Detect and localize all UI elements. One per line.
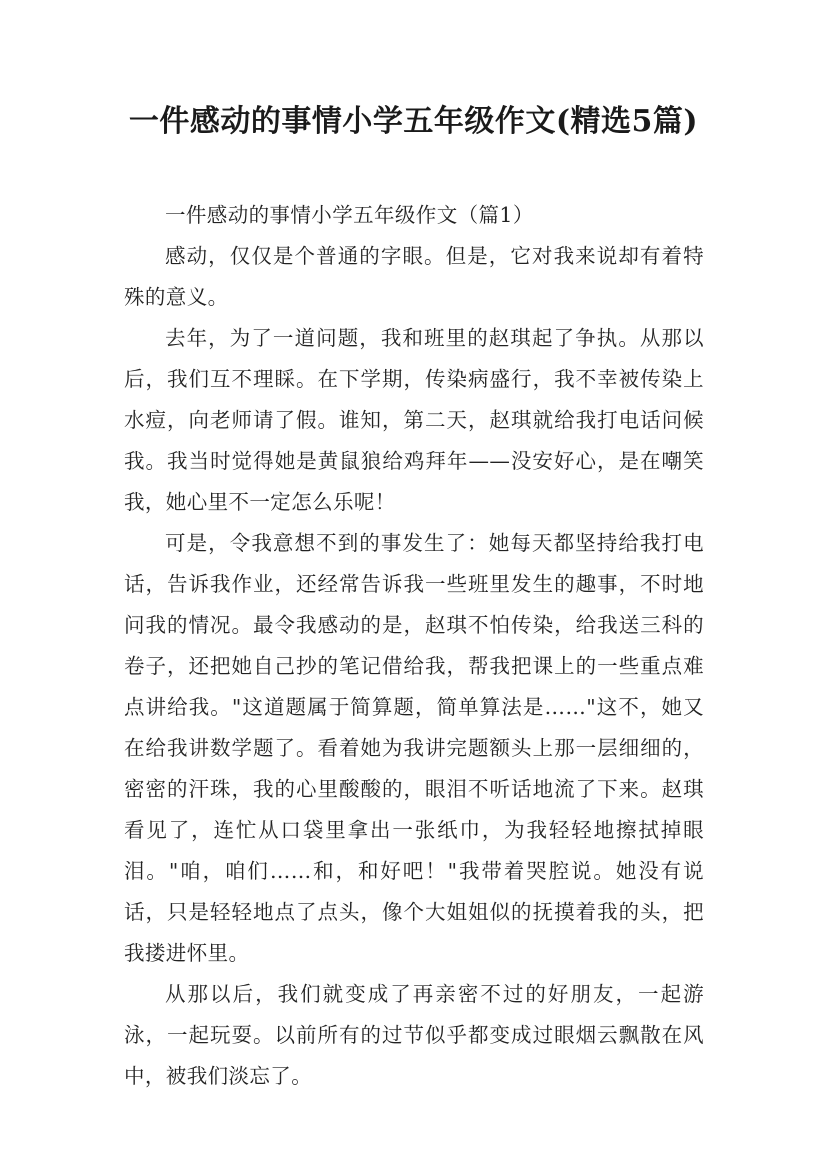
paragraph: 感动，仅仅是个普通的字眼。但是，它对我来说却有着特殊的意义。 xyxy=(124,244,704,309)
paragraph: 可是，令我意想不到的事发生了：她每天都坚持给我打电话，告诉我作业，还经常告诉我一些班里发生的趣事，不时地问我的情况。最令我感动的是，赵琪不怕传染，给我送三科的卷子，还把她自己抄的笔记借给我，帮我把课上的一些重点难点讲给我。"这道题属于简算题，简单算法是……"这不，她又在给我讲数学题了。看着她为我讲完题额头上那一层细细的，密密的汗珠，我的心里酸酸的，眼泪不听话地流了下来。赵琪看见了，连忙从口袋里拿出一张纸巾，为我轻轻地擦拭掉眼泪。"咱，咱们……和，和好吧！"我带着哭腔说。她没有说话，只是轻轻地点了点头，像个大姐姐似的抚摸着我的头，把我搂进怀里。 xyxy=(124,531,704,965)
paragraph: 去年，为了一道问题，我和班里的赵琪起了争执。从那以后，我们互不理睬。在下学期，传染病盛行，我不幸被传染上水痘，向老师请了假。谁知，第二天，赵琪就给我打电话问候我。我当时觉得她是黄鼠狼给鸡拜年——没安好心，是在嘲笑我，她心里不一定怎么乐呢！ xyxy=(124,326,704,514)
document-body xyxy=(124,195,704,1097)
paragraph: 从那以后，我们就变成了再亲密不过的好朋友，一起游泳，一起玩耍。以前所有的过节似乎都变成过眼烟云飘散在风中，被我们淡忘了。 xyxy=(124,982,704,1088)
section-heading: 一件感动的事情小学五年级作文（篇1） xyxy=(165,203,534,227)
document-title: 一件感动的事情小学五年级作文(精选5篇) xyxy=(128,104,699,139)
